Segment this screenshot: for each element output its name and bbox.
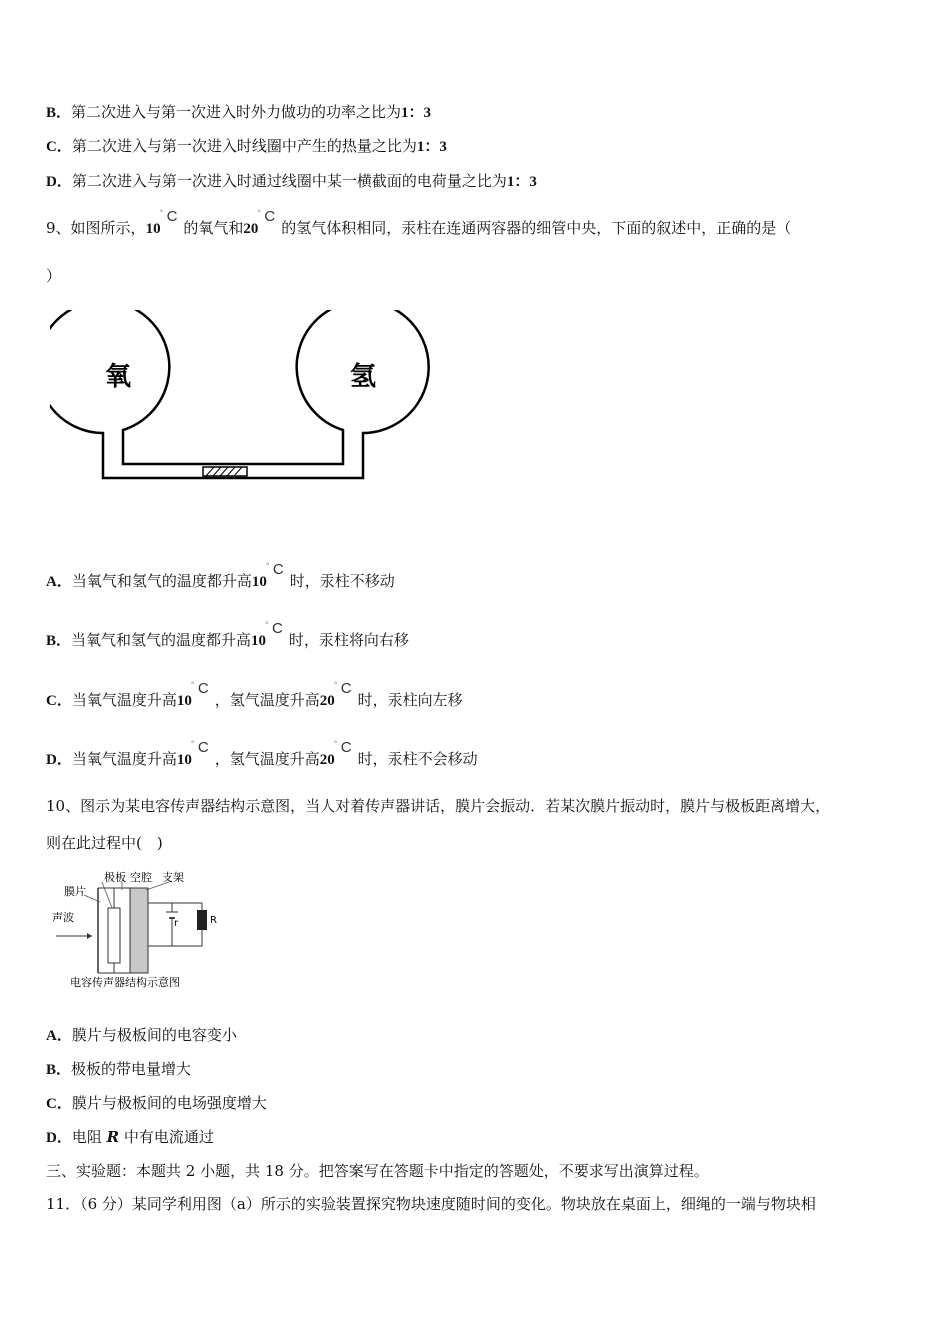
q9-option-a: A．当氧气和氢气的温度都升高10° C时，汞柱不移动 bbox=[46, 571, 395, 592]
hydrogen-label: 氢 bbox=[349, 362, 377, 392]
label-diaphragm: 膜片 bbox=[64, 885, 86, 898]
q8-option-d: D．第二次进入与第一次进入时通过线圈中某一横截面的电荷量之比为1：3 bbox=[46, 172, 537, 190]
backplate bbox=[108, 908, 120, 963]
oxygen-label: 氧 bbox=[104, 362, 132, 392]
label-internal-r: r bbox=[174, 918, 179, 929]
label-resistor-R: R bbox=[210, 915, 217, 926]
label-support: 支架 bbox=[162, 871, 184, 884]
q10-figure bbox=[48, 868, 228, 993]
q9-apparatus-outline bbox=[50, 310, 429, 478]
mercury-column bbox=[203, 467, 247, 476]
resistor bbox=[197, 910, 207, 930]
label-sound-wave: 声波 bbox=[52, 911, 74, 924]
label-backplate: 极板 bbox=[104, 871, 126, 884]
q10-option-b: B．极板的带电量增大 bbox=[46, 1060, 192, 1078]
q9-option-b: B．当氧气和氢气的温度都升高10° C时，汞柱将向右移 bbox=[46, 630, 409, 651]
section-3-heading: 三、实验题：本题共 2 小题，共 18 分。把答案写在答题卡中指定的答题处，不要求写出演算过程。 bbox=[46, 1162, 709, 1180]
q9-figure bbox=[50, 310, 430, 495]
q9-option-c: C．当氧气温度升高10° C，氢气温度升高20° C时，汞柱向左移 bbox=[46, 690, 463, 711]
support-frame bbox=[130, 888, 148, 973]
q10-option-a: A．膜片与极板间的电容变小 bbox=[46, 1026, 237, 1044]
q10-option-c: C．膜片与极板间的电场强度增大 bbox=[46, 1094, 267, 1112]
q9-stem: 9、如图所示，10° C的氧气和20° C的氢气体积相同，汞柱在连通两容器的细管中央，下面的叙述中，正确的是（ bbox=[46, 218, 791, 239]
q9-option-d: D．当氧气温度升高10° C，氢气温度升高20° C时，汞柱不会移动 bbox=[46, 749, 478, 770]
q10-stem-line2: 则在此过程中( ) bbox=[46, 834, 163, 852]
q9-stem-close: ） bbox=[46, 267, 62, 285]
label-cavity: 空腔 bbox=[130, 871, 152, 884]
q10-stem-line1: 10、图示为某电容传声器结构示意图，当人对着传声器讲话，膜片会振动．若某次膜片振动时，膜片与极板距离增大， bbox=[46, 797, 831, 815]
q8-option-c: C．第二次进入与第一次进入时线圈中产生的热量之比为1：3 bbox=[46, 137, 447, 155]
q10-option-d: D．电阻 R 中有电流通过 bbox=[46, 1128, 214, 1146]
q11-stem: 11．（6 分）某同学利用图（a）所示的实验装置探究物块速度随时间的变化。物块放在桌面上，细绳的一端与物块相 bbox=[46, 1195, 816, 1213]
figure-caption: 电容传声器结构示意图 bbox=[70, 976, 180, 989]
q8-option-b: B．第二次进入与第一次进入时外力做功的功率之比为1：3 bbox=[46, 103, 432, 121]
